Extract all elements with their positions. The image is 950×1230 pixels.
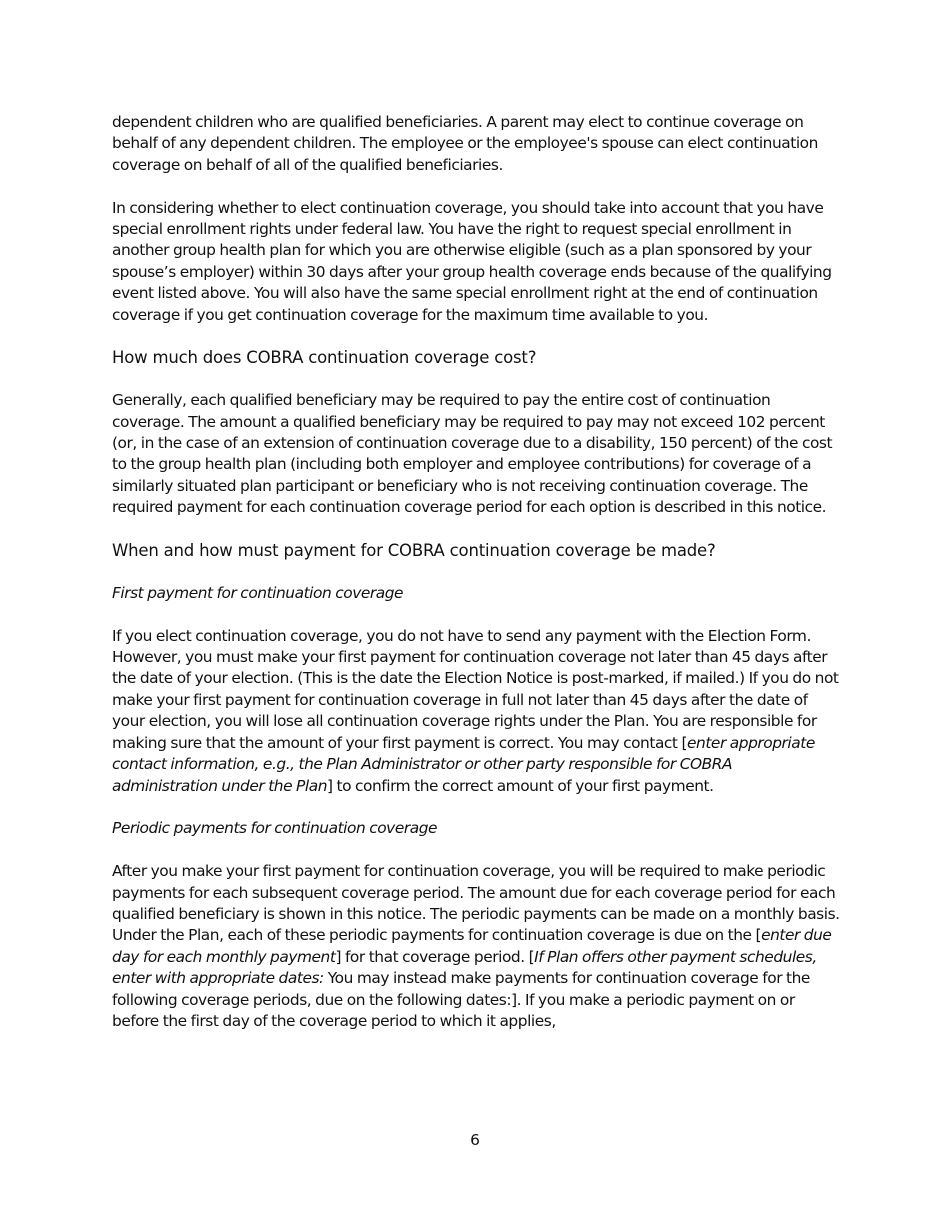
periodic-payment-text-end: You may instead make payments for continuation coverage for the following coverage periods, due on the following dates:]. If you make a periodic payment on or before the first day of the coverage period to which it applies, — [112, 969, 810, 1030]
subheading-first-payment: First payment for continuation coverage — [112, 583, 404, 602]
paragraph-cost-details: Generally, each qualified beneficiary may be required to pay the entire cost of continuation coverage. The amount a qualified beneficiary may be required to pay may not exceed 102 percent (or, in the case of an extension of continuation coverage due to a disability, 150 percent) of the cost to the group health plan (including both employer and employee contributions) for coverage of a similarly situated plan participant or beneficiary who is not receiving continuation coverage. The required payment for each continuation coverage period for each option is described in this notice. — [112, 391, 833, 517]
periodic-payment-text: After you make your first payment for continuation coverage, you will be required to make periodic payments for each subsequent coverage period. The amount due for each coverage period for each qualified beneficiary is shown in this notice. The periodic payments can be made on a monthly basis. Under the Plan, each of these periodic payments for continuation coverage is due on the [ — [112, 862, 840, 945]
contact-info-placeholder: enter appropriate contact information, e.g., the Plan Administrator or other party responsible for COBRA administration under the Plan — [112, 733, 815, 795]
paragraph-first-payment — [112, 626, 840, 797]
page-number: 6 — [470, 1131, 480, 1149]
periodic-payment-text-mid: ] for that coverage period. [ — [335, 947, 535, 966]
paragraph-special-enrollment: In considering whether to elect continuation coverage, you should take into account that you have special enrollment rights under federal law. You have the right to request special enrollment in another group health plan for which you are otherwise eligible (such as a plan sponsored by your spouse’s employer) within 30 days after your group health coverage ends because of the qualifying event listed above. You will also have the same special enrollment right at the end of continuation coverage if you get continuation coverage for the maximum time available to you. — [112, 198, 832, 324]
page-content — [112, 112, 840, 1054]
paragraph-periodic-payments — [112, 861, 840, 1032]
payment-schedule-placeholder: If Plan offers other payment schedules, enter with appropriate dates: — [112, 947, 817, 988]
heading-payment-timing: When and how must payment for COBRA continuation coverage be made? — [112, 541, 716, 561]
paragraph-dependent-children: dependent children who are qualified beneficiaries. A parent may elect to continue coverage on behalf of any dependent children. The employee or the employee's spouse can elect continuation coverage on behalf of all of the qualified beneficiaries. — [112, 113, 818, 174]
due-day-placeholder: enter due day for each monthly payment — [112, 926, 832, 966]
subheading-periodic-payments: Periodic payments for continuation coverage — [112, 819, 438, 838]
first-payment-text-end: ] to confirm the correct amount of your first payment. — [327, 776, 714, 795]
first-payment-text: If you elect continuation coverage, you do not have to send any payment with the Election Form. However, you must make your first payment for continuation coverage not later than 45 days after the date of your election. (This is the date the Election Notice is post-marked, if mailed.) If you do not make your first payment for continuation coverage in full not later than 45 days after the date of your election, you will lose all continuation coverage rights under the Plan. You are responsible for making sure that the amount of your first payment is correct. You may contact [ — [112, 626, 839, 752]
heading-coverage-cost: How much does COBRA continuation coverage cost? — [112, 348, 537, 368]
